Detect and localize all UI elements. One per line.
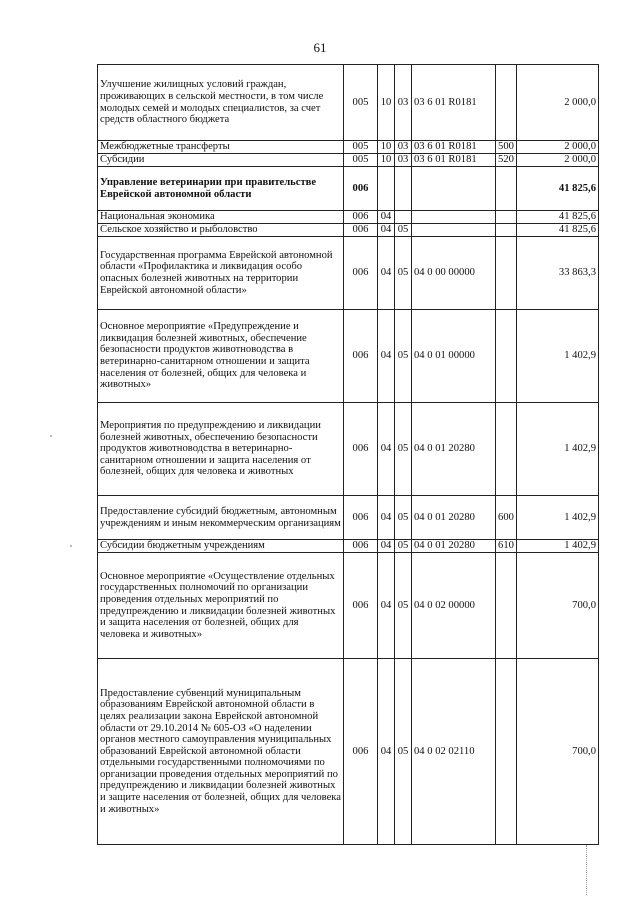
table-row xyxy=(98,310,599,403)
table-row xyxy=(98,496,599,540)
row-vr-code: 520 xyxy=(496,154,517,167)
row-csr-code: 04 0 00 00000 xyxy=(412,237,496,310)
row-name: Основное мероприятие «Осуществление отдельных государственных полномочий по организации проведения отдельных мероприятий по предупреждению и ликвидации болезней животных и защита населения от болезней, общих для человека и животных» xyxy=(98,553,344,659)
row-pr-code: 03 xyxy=(395,141,412,154)
row-csr-code xyxy=(412,167,496,211)
row-sum: 1 402,9 xyxy=(517,403,599,496)
row-vr-code: 600 xyxy=(496,496,517,540)
row-name: Управление ветеринарии при правительстве Еврейской автономной области xyxy=(98,167,344,211)
row-pr-code: 05 xyxy=(395,496,412,540)
row-csr-code: 03 6 01 R0181 xyxy=(412,65,496,141)
row-rz-code: 04 xyxy=(378,403,395,496)
table-row xyxy=(98,154,599,167)
row-name: Предоставление субсидий бюджетным, автономным учреждениям и иным некоммерческим организациям xyxy=(98,496,344,540)
table-row xyxy=(98,553,599,659)
table-row xyxy=(98,540,599,553)
row-gr-code: 006 xyxy=(344,540,378,553)
row-rz-code: 10 xyxy=(378,141,395,154)
table-row xyxy=(98,403,599,496)
row-rz-code: 04 xyxy=(378,211,395,224)
row-sum: 700,0 xyxy=(517,659,599,845)
row-csr-code: 03 6 01 R0181 xyxy=(412,141,496,154)
row-sum: 2 000,0 xyxy=(517,154,599,167)
row-gr-code: 005 xyxy=(344,65,378,141)
row-rz-code: 04 xyxy=(378,553,395,659)
row-pr-code: 05 xyxy=(395,540,412,553)
row-rz-code: 04 xyxy=(378,237,395,310)
row-name: Мероприятия по предупреждению и ликвидации болезней животных, обеспечению безопасности продуктов животноводства в ветеринарно-санитарном отношении и защита населения от болезней, общих для человека и животных xyxy=(98,403,344,496)
row-pr-code: 05 xyxy=(395,553,412,659)
budget-table-body xyxy=(98,65,599,845)
row-pr-code: 05 xyxy=(395,659,412,845)
row-pr-code: 05 xyxy=(395,403,412,496)
table-row xyxy=(98,659,599,845)
row-pr-code xyxy=(395,167,412,211)
row-sum: 41 825,6 xyxy=(517,211,599,224)
row-sum: 41 825,6 xyxy=(517,167,599,211)
row-sum: 2 000,0 xyxy=(517,65,599,141)
row-name: Предоставление субвенций муниципальным образованиям Еврейской автономной области в целях реализации закона Еврейской автономной области от 29.10.2014 № 605-ОЗ «О наделении органов местного самоуправления муниципальных образований Еврейской автономной области отдельными государственными полномочиями по организации проведения отдельных мероприятий по предупреждению и ликвидации болезней животных и защите населения от болезней, общих для человека и животных» xyxy=(98,659,344,845)
row-rz-code: 04 xyxy=(378,540,395,553)
row-name: Государственная программа Еврейской автономной области «Профилактика и ликвидация особо опасных болезней животных на территории Еврейской автономной области» xyxy=(98,237,344,310)
row-name: Субсидии xyxy=(98,154,344,167)
row-vr-code xyxy=(496,65,517,141)
row-gr-code: 006 xyxy=(344,310,378,403)
table-row xyxy=(98,224,599,237)
row-sum: 1 402,9 xyxy=(517,540,599,553)
row-csr-code: 04 0 02 02110 xyxy=(412,659,496,845)
page-number: 61 xyxy=(313,40,327,55)
row-csr-code: 04 0 01 00000 xyxy=(412,310,496,403)
row-gr-code: 006 xyxy=(344,224,378,237)
row-vr-code xyxy=(496,403,517,496)
row-gr-code: 006 xyxy=(344,167,378,211)
row-gr-code: 005 xyxy=(344,154,378,167)
row-csr-code: 04 0 01 20280 xyxy=(412,540,496,553)
row-pr-code: 05 xyxy=(395,310,412,403)
row-vr-code xyxy=(496,167,517,211)
row-vr-code xyxy=(496,224,517,237)
row-rz-code: 04 xyxy=(378,310,395,403)
row-gr-code: 006 xyxy=(344,211,378,224)
row-name: Основное мероприятие «Предупреждение и ликвидация болезней животных, обеспечение безопасности продуктов животноводства в ветеринарно-санитарном отношении и защита населения от болезней, общих для человека и животных» xyxy=(98,310,344,403)
row-sum: 700,0 xyxy=(517,553,599,659)
row-vr-code xyxy=(496,553,517,659)
row-rz-code: 04 xyxy=(378,496,395,540)
row-gr-code: 006 xyxy=(344,403,378,496)
row-rz-code xyxy=(378,167,395,211)
row-csr-code: 04 0 01 20280 xyxy=(412,403,496,496)
row-vr-code xyxy=(496,310,517,403)
row-pr-code: 05 xyxy=(395,237,412,310)
row-csr-code xyxy=(412,224,496,237)
row-csr-code: 04 0 01 20280 xyxy=(412,496,496,540)
row-sum: 41 825,6 xyxy=(517,224,599,237)
row-gr-code: 006 xyxy=(344,659,378,845)
row-csr-code xyxy=(412,211,496,224)
row-pr-code: 03 xyxy=(395,154,412,167)
row-vr-code xyxy=(496,659,517,845)
table-row xyxy=(98,141,599,154)
scan-speck xyxy=(70,545,72,547)
row-vr-code xyxy=(496,211,517,224)
budget-table xyxy=(97,64,599,845)
row-rz-code: 04 xyxy=(378,659,395,845)
row-name: Улучшение жилищных условий граждан, проживающих в сельской местности, в том числе молодых семей и молодых специалистов, за счет средств областного бюджета xyxy=(98,65,344,141)
row-sum: 1 402,9 xyxy=(517,310,599,403)
row-name: Межбюджетные трансферты xyxy=(98,141,344,154)
margin-dots xyxy=(586,845,589,895)
row-vr-code xyxy=(496,237,517,310)
row-sum: 2 000,0 xyxy=(517,141,599,154)
row-vr-code: 500 xyxy=(496,141,517,154)
table-row xyxy=(98,237,599,310)
row-pr-code: 05 xyxy=(395,224,412,237)
row-pr-code: 03 xyxy=(395,65,412,141)
row-pr-code xyxy=(395,211,412,224)
table-row xyxy=(98,211,599,224)
row-name: Сельское хозяйство и рыболовство xyxy=(98,224,344,237)
row-gr-code: 006 xyxy=(344,553,378,659)
row-csr-code: 03 6 01 R0181 xyxy=(412,154,496,167)
row-gr-code: 005 xyxy=(344,141,378,154)
row-sum: 1 402,9 xyxy=(517,496,599,540)
row-name: Субсидии бюджетным учреждениям xyxy=(98,540,344,553)
row-rz-code: 10 xyxy=(378,154,395,167)
row-gr-code: 006 xyxy=(344,237,378,310)
table-row xyxy=(98,167,599,211)
row-csr-code: 04 0 02 00000 xyxy=(412,553,496,659)
row-sum: 33 863,3 xyxy=(517,237,599,310)
row-rz-code: 04 xyxy=(378,224,395,237)
row-rz-code: 10 xyxy=(378,65,395,141)
row-name: Национальная экономика xyxy=(98,211,344,224)
table-row xyxy=(98,65,599,141)
row-vr-code: 610 xyxy=(496,540,517,553)
scan-speck xyxy=(50,435,52,437)
row-gr-code: 006 xyxy=(344,496,378,540)
